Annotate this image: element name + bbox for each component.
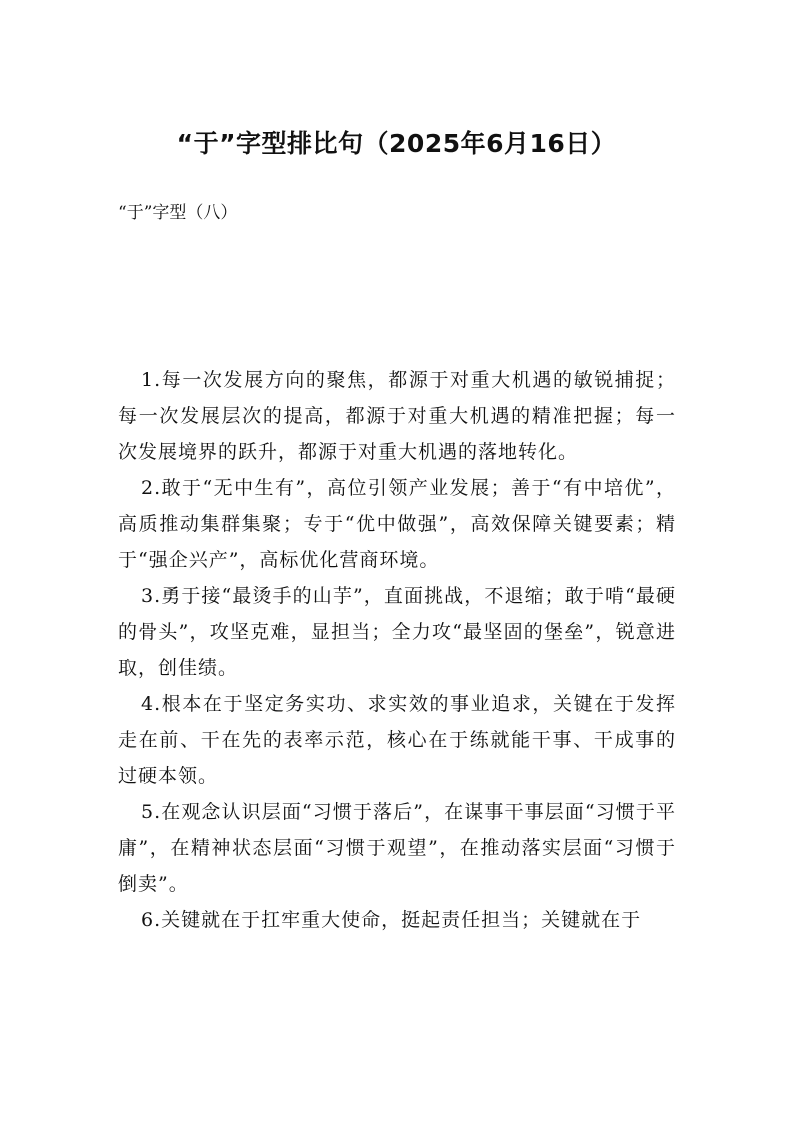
paragraph-3: 3.勇于接“最烫手的山芋”，直面挑战，不退缩；敢于啃“最硬的骨头”，攻坚克难，显担当；全力攻“最坚固的堡垒”，锐意进取，创佳绩。 — [118, 585, 676, 679]
paragraph-1: 1.每一次发展方向的聚焦，都源于对重大机遇的敏锐捕捉；每一次发展层次的提高，都源于对重大机遇的精准把握；每一次发展境界的跃升，都源于对重大机遇的落地转化。 — [118, 369, 676, 463]
document-body — [118, 362, 676, 938]
document-subtitle: “于”字型（八） — [118, 203, 238, 223]
paragraph-2: 2.敢于“无中生有”，高位引领产业发展；善于“有中培优”，高质推动集群集聚；专于“优中做强”，高效保障关键要素；精于“强企兴产”，高标优化营商环境。 — [118, 477, 676, 571]
document-title: “于”字型排比句（2025年6月16日） — [176, 129, 617, 158]
paragraph-5: 5.在观念认识层面“习惯于落后”，在谋事干事层面“习惯于平庸”，在精神状态层面“习惯于观望”，在推动落实层面“习惯于倒卖”。 — [118, 801, 676, 895]
paragraph-4: 4.根本在于坚定务实功、求实效的事业追求，关键在于发挥走在前、干在先的表率示范，核心在于练就能干事、干成事的过硬本领。 — [118, 693, 676, 787]
paragraph-6: 6.关键就在于扛牢重大使命，挺起责任担当；关键就在于 — [141, 909, 642, 931]
